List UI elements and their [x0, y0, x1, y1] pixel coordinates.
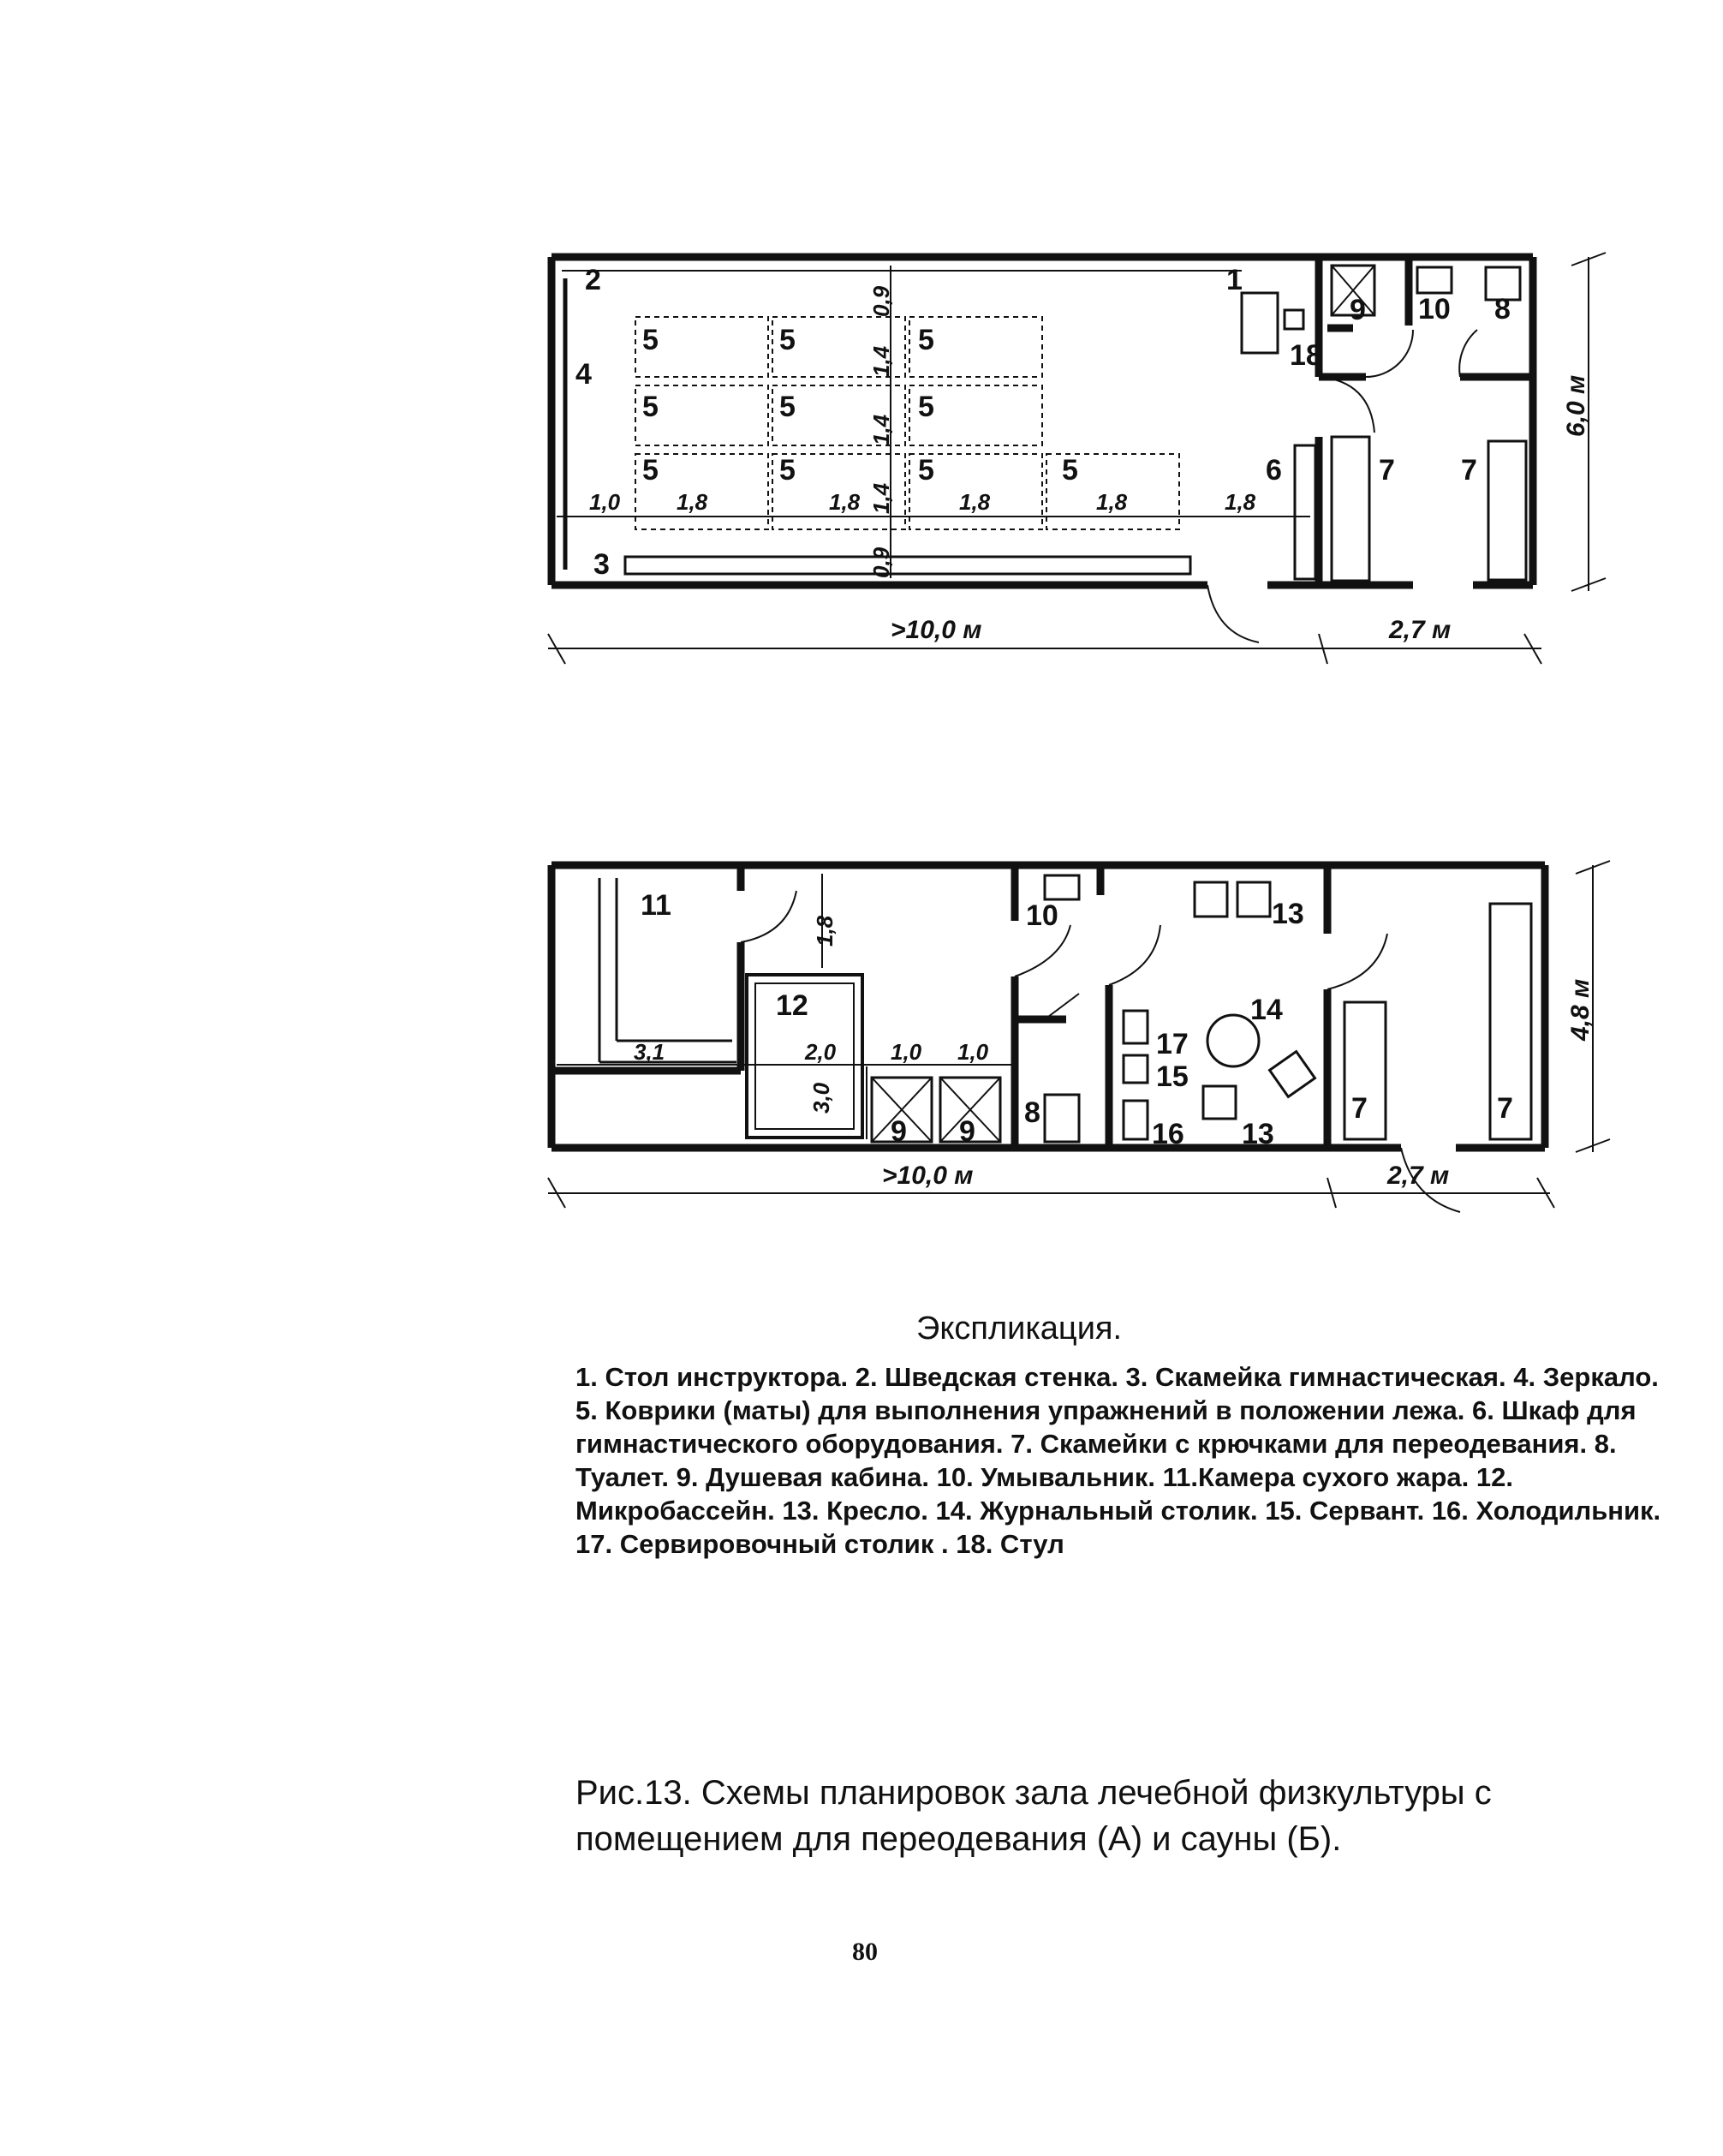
legend	[575, 1360, 1680, 1561]
dim-mat-1: 1,8	[677, 489, 708, 515]
legend-item-13: 13. Кресло.	[782, 1496, 936, 1526]
legend-title: Экспликация.	[916, 1311, 1123, 1347]
label-5-r3c2: 5	[779, 454, 796, 487]
legend-item-6: 6. Шкаф для гимнастического оборудования.	[575, 1395, 1637, 1459]
plan-a-walls	[551, 257, 1533, 585]
gym-bench	[625, 557, 1190, 574]
label-6: 6	[1266, 454, 1282, 487]
dim-b-10b: 1,0	[957, 1039, 989, 1065]
label-b-7b: 7	[1497, 1092, 1513, 1125]
label-5-r2c3: 5	[918, 391, 934, 423]
dim-wall-gap: 1,0	[589, 489, 621, 515]
dim-b-20: 2,0	[805, 1039, 837, 1065]
label-b-14: 14	[1250, 994, 1283, 1026]
dim-mat-5: 1,8	[1225, 489, 1256, 515]
label-b-9a: 9	[891, 1115, 907, 1148]
changing-bench-2	[1488, 441, 1526, 580]
page-number: 80	[852, 1938, 878, 1966]
figure-caption: Рис.13. Схемы планировок зала лечебной физкультуры с помещением для переодевания (А) и сауны (Б).	[575, 1774, 1492, 1858]
label-10: 10	[1418, 293, 1451, 325]
label-b-15: 15	[1156, 1060, 1189, 1093]
legend-item-16: 16. Холодильник.	[1431, 1496, 1661, 1526]
legend-item-10: 10. Умывальник.	[936, 1462, 1163, 1492]
legend-item-5: 5. Коврики (маты) для выполнения упражнений в положении лежа.	[575, 1395, 1472, 1425]
label-b-11: 11	[641, 889, 671, 922]
dim-b-18: 1,8	[812, 915, 838, 947]
label-5-r3c1: 5	[642, 454, 659, 487]
changing-bench-1	[1332, 437, 1369, 581]
dim-b-10a: 1,0	[891, 1039, 922, 1065]
sideboard	[1124, 1055, 1148, 1083]
dim-side-width-a: 2,7 м	[1389, 616, 1452, 644]
sink	[1417, 267, 1452, 293]
dim-height-a: 6,0 м	[1562, 374, 1590, 437]
instructor-table	[1242, 293, 1278, 353]
armchair-3	[1203, 1086, 1236, 1119]
label-5-r2c1: 5	[642, 391, 659, 423]
legend-item-15: 15. Сервант.	[1265, 1496, 1432, 1526]
sink-b	[1045, 875, 1079, 899]
label-b-17: 17	[1156, 1028, 1189, 1060]
legend-item-2: 2. Шведская стенка.	[855, 1362, 1126, 1392]
dim-row-3: 1,4	[868, 482, 894, 514]
legend-item-4: 4. Зеркало.	[1513, 1362, 1659, 1392]
label-5-r2c2: 5	[779, 391, 796, 423]
label-5-r3c3: 5	[918, 454, 934, 487]
dim-mat-4: 1,8	[1096, 489, 1128, 515]
dim-b-31: 3,1	[634, 1039, 665, 1065]
plan-b-dimensions	[548, 861, 1610, 1208]
label-b-8: 8	[1024, 1096, 1040, 1129]
legend-item-8: 8. Туалет.	[575, 1429, 1617, 1492]
label-9: 9	[1350, 294, 1366, 326]
dim-mat-3: 1,8	[959, 489, 991, 515]
dim-mat-2: 1,8	[829, 489, 861, 515]
dim-total-length-a: >10,0 м	[891, 616, 982, 644]
armchair-4	[1270, 1052, 1315, 1097]
legend-item-3: 3. Скамейка гимнастическая.	[1125, 1362, 1514, 1392]
dim-height-b: 4,8 м	[1566, 978, 1595, 1041]
label-7b: 7	[1461, 454, 1477, 487]
label-b-9b: 9	[959, 1115, 975, 1148]
legend-item-1: 1. Стол инструктора.	[575, 1362, 856, 1392]
dim-gap-bottom: 0,9	[868, 546, 894, 578]
dim-b-30: 3,0	[808, 1082, 834, 1114]
label-5-r1c3: 5	[918, 324, 934, 356]
label-7a: 7	[1379, 454, 1395, 487]
dim-row-1: 1,4	[868, 345, 894, 377]
plan-b	[548, 861, 1610, 1212]
legend-item-17: 17. Сервировочный столик .	[575, 1529, 957, 1559]
label-b-7a: 7	[1351, 1092, 1368, 1125]
dim-side-width-b: 2,7 м	[1387, 1162, 1450, 1190]
armchair-2	[1237, 882, 1270, 917]
label-3: 3	[593, 548, 610, 581]
toilet-b	[1045, 1095, 1079, 1142]
label-1: 1	[1226, 264, 1243, 296]
fridge	[1124, 1101, 1148, 1139]
equipment-cabinet	[1295, 445, 1315, 579]
label-5-r1c2: 5	[779, 324, 796, 356]
label-5-r3c4: 5	[1062, 454, 1078, 487]
label-b-13a: 13	[1272, 898, 1304, 930]
label-2: 2	[585, 264, 601, 296]
label-18: 18	[1290, 339, 1322, 372]
serving-table	[1124, 1011, 1148, 1043]
legend-item-9: 9. Душевая кабина.	[676, 1462, 937, 1492]
label-b-13b: 13	[1242, 1118, 1274, 1150]
armchair-1	[1195, 882, 1227, 917]
label-b-12: 12	[776, 989, 808, 1022]
dim-row-2: 1,4	[868, 414, 894, 445]
label-b-16: 16	[1152, 1118, 1184, 1150]
label-4: 4	[575, 358, 592, 391]
label-5-r1c1: 5	[642, 324, 659, 356]
chair	[1285, 310, 1303, 329]
dim-gap-top: 0,9	[868, 285, 894, 317]
label-b-10: 10	[1026, 899, 1058, 932]
legend-item-12: 12. Микробассейн.	[575, 1462, 1513, 1526]
dim-total-length-b: >10,0 м	[882, 1162, 974, 1190]
legend-item-7: 7. Скамейки с крючками для переодевания.	[1011, 1429, 1595, 1459]
legend-item-11: 11.Камера сухого жара.	[1162, 1462, 1476, 1492]
legend-item-14: 14. Журнальный столик.	[935, 1496, 1266, 1526]
legend-item-18: 18. Стул	[956, 1529, 1064, 1559]
label-8: 8	[1494, 293, 1511, 325]
